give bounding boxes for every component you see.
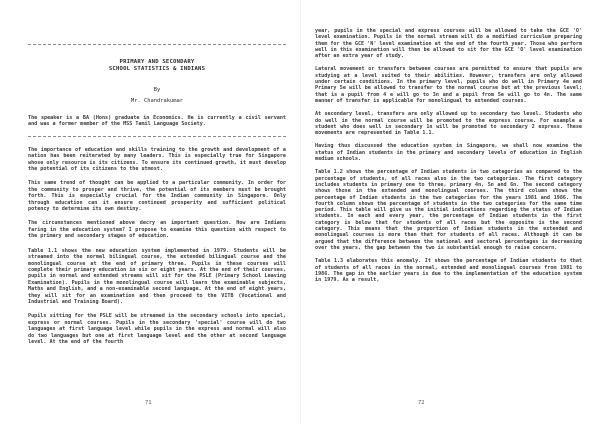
section-divider xyxy=(28,136,286,137)
paragraph: year, pupils in the special and express courses will be allowed to take the GCE 'O' level examination. Pupils in the normal stream will do a modified curriculum preparing them for the GCE 'N' level examination at the end of the fourth year. Those who perform well in this examination will then be allowed to sit for the GCE 'O' level examination after an extra year of study. xyxy=(315,28,582,60)
paragraph: Lateral movement or transfers between courses are permitted to ensure that pupils are studying at a level suited to their abilities. However, transfers are only allowed under certain conditions. In the primary level, pupils who do well in Primary 4e and Primary 5e will be allowed to transfer to the normal course but at the previous level; that is a pupil from 4 e will go to 3n and a pupil from 5e will go to 4n. The same manner of transfer is applicable for monolingual to extended courses. xyxy=(315,66,582,104)
about-author: The speaker is a BA (Hons) graduate in Economics. He is currently a civil servant and was a former member of the MSS Tamil Language Society. xyxy=(28,115,286,128)
paragraph: The circumstances mentioned above decry an important question. How are Indians faring in the education system? I propose to examine this question with respect to the primary and secondary stages of education. xyxy=(28,220,286,240)
paragraph: This same trend of thought can be applied to a particular community. In order for the community to prosper and thrive, the potential of its members must be brought forth. This is especially crucial for the Indian community in Singapore. Only through education can it ensure continued prosperity and sufficient political potency to determine its own destiny. xyxy=(28,180,286,213)
article-title-line-1: PRIMARY AND SECONDARY xyxy=(119,59,195,65)
article-title-line-2: SCHOOL STATISTICS & INDIANS xyxy=(108,66,206,72)
top-divider xyxy=(28,44,286,45)
page-number: 71 xyxy=(145,400,152,406)
right-page xyxy=(300,0,600,424)
paragraph: Having thus discussed the education system in Singapore, we shall now examine the status of Indian students in the primary and secondary levels of education in English medium schools. xyxy=(315,143,582,163)
paragraph: The importance of education and skills training to the growth and development of a nation has been reiterated by many leaders. This is especially true for Singapore whose only resource is its citizens. To ensure its continued growth, it must develop the potential of its citizens to the utmost. xyxy=(28,146,286,173)
author-name: Mr. Chandrakumar xyxy=(131,98,183,104)
paragraph: Table 1.1 shows the new education system implemented in 1979. Students will be streamed into the normal bilingual course, the extended bilingual course and the monolingual course at the end of primary three. Pupils in these courses will complete their primary education in six or eight years. At the end of their courses, pupils in normal and extended streams will sit for the PSLE (Primary School Leaving Examination). Pupils in the monolingual course will learn the examinable subjects, Maths and English, and a non-examinable second language. At the end of eight years, they will sit for an examination and then proceed to the VITB (Vocational and Industrial and Training Board). xyxy=(28,247,286,305)
page-number: 72 xyxy=(418,400,425,406)
paragraph: At secondary level, transfers are only allowed up to secondary two level. Students who do well in the normal course will be promoted to the express course. For example a student who does well in secondary 1n will be promoted to secondary 2 express. These movements are represented in Table 1.1. xyxy=(315,111,582,137)
by-label: By xyxy=(153,87,161,93)
paragraph: Table 1.2 shows the percentage of Indian students in two categories as compared to the percentage of students, of all races also in the two categories. The first category includes students in primary one to three, primary 4n, 5n and 6n. The second category shows those in the extended and monolingual courses. The third column shows the percentage of Indian students in the two categories for the years 1981 and 1986. The fourth column shows the percentage of students in the two categories for the same time period. This table will give us the initial indications regarding the status of Indian students. In each and every year, the percentage of Indian students in the first category is below that for students of all races but the opposite is the second category. This means that the proportion of Indian students in the extended and monolingual courses is more than that for students of all races. Although it can be argued that the difference between the national and sectoral percentages is decreasing over the years, the gap between the two is substantial enough to raise concern. xyxy=(315,169,582,251)
paragraph: Pupils sitting for the PSLE will be streamed in the secondary schools into special, express or normal courses. Pupils in the secondary 'special' course will do two languages at first language level while pupils in the express and normal will also do two languages but one at first language level and the other at second language level. At the end of the fourth xyxy=(28,313,286,345)
paragraph: Table 1.3 elaborates this anomaly. It shows the percentage of Indian students to that of students of all races in the normal, extended and monolingual courses from 1981 to 1986. The gap in the earlier years is due to the implementation of the education system in 1979. As a result, xyxy=(315,258,582,284)
